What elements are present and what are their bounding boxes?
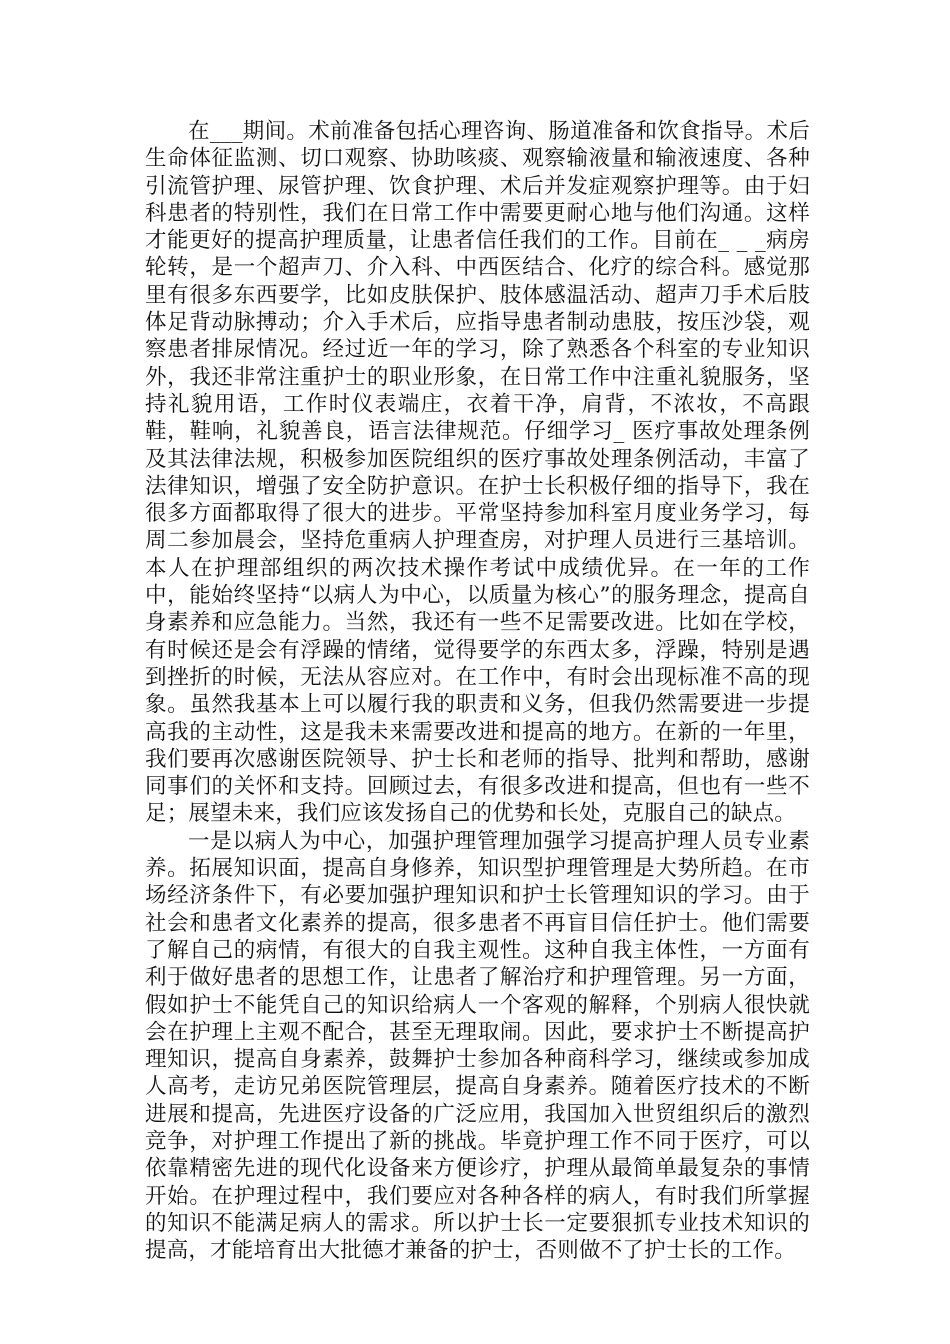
body-paragraph-2: 一是以病人为中心，加强护理管理加强学习提高护理人员专业素养。拓展知识面，提高自身修养，知识型护理管理是大势所趋。在市场经济条件下，有必要加强护理知识和护士长管理知识的学习。由于社会和患者文化素养的提高，很多患者不再盲目信任护士。他们需要了解自己的病情，有很大的自我主观性。这种自我主体性，一方面有利于做好患者的思想工作，让患者了解治疗和护理管理。另一方面，假如护士不能凭自己的知识给病人一个客观的解释，个别病人很快就会在护理上主观不配合，甚至无理取闹。因此，要求护士不断提高护理知识，提高自身素养，鼓舞护士参加各种商科学习，继续或参加成人高考，走访兄弟医院管理层，提高自身素养。随着医疗技术的不断进展和提高，先进医疗设备的广泛应用，我国加入世贸组织后的激烈竞争，对护理工作提出了新的挑战。毕竟护理工作不同于医疗，可以依靠精密先进的现代化设备来方便诊疗，护理从最简单最复杂的事情开始。在护理过程中，我们要应对各种各样的病人，有时我们所掌握的知识不能满足病人的需求。所以护士长一定要狠抓专业技术知识的提高，才能培育出大批德才兼备的护士，否则做不了护士长的工作。 — [145, 828, 810, 1264]
body-paragraph-1: 在___期间。术前准备包括心理咨询、肠道准备和饮食指导。术后生命体征监测、切口观察、协助咳痰、观察输液量和输液速度、各种引流管护理、尿管护理、饮食护理、术后并发症观察护理等。由于妇科患者的特别性，我们在日常工作中需要更耐心地与他们沟通。这样才能更好的提高护理质量，让患者信任我们的工作。目前在_ _ _病房轮转，是一个超声刀、介入科、中西医结合、化疗的综合科。感觉那里有很多东西要学，比如皮肤保护、肢体感温活动、超声刀手术后肢体足背动脉搏动；介入手术后，应指导患者制动患肢，按压沙袋，观察患者排尿情况。经过近一年的学习，除了熟悉各个科室的专业知识外，我还非常注重护士的职业形象，在日常工作中注重礼貌服务，坚持礼貌用语，工作时仪表端庄，衣着干净，肩背，不浓妆，不高跟鞋，鞋响，礼貌善良，语言法律规范。仔细学习_ 医疗事故处理条例及其法律法规，积极参加医院组织的医疗事故处理条例活动，丰富了法律知识，增强了安全防护意识。在护士长积极仔细的指导下，我在很多方面都取得了很大的进步。平常坚持参加科室月度业务学习，每周二参加晨会，坚持危重病人护理查房，对护理人员进行三基培训。本人在护理部组织的两次技术操作考试中成绩优异。在一年的工作中，能始终坚持“以病人为中心，以质量为核心”的服务理念，提高自身素养和应急能力。当然，我还有一些不足需要改进。比如在学校，有时候还是会有浮躁的情绪，觉得要学的东西太多，浮躁，特别是遇到挫折的时候，无法从容应对。在工作中，有时会出现标准不高的现象。虽然我基本上可以履行我的职责和义务，但我仍然需要进一步提高我的主动性，这是我未来需要改进和提高的地方。在新的一年里，我们要再次感谢医院领导、护士长和老师的指导、批判和帮助，感谢同事们的关怀和支持。回顾过去，有很多改进和提高，但也有一些不足；展望未来，我们应该发扬自己的优势和长处，克服自己的缺点。 — [145, 119, 810, 827]
document-page — [145, 118, 810, 1264]
